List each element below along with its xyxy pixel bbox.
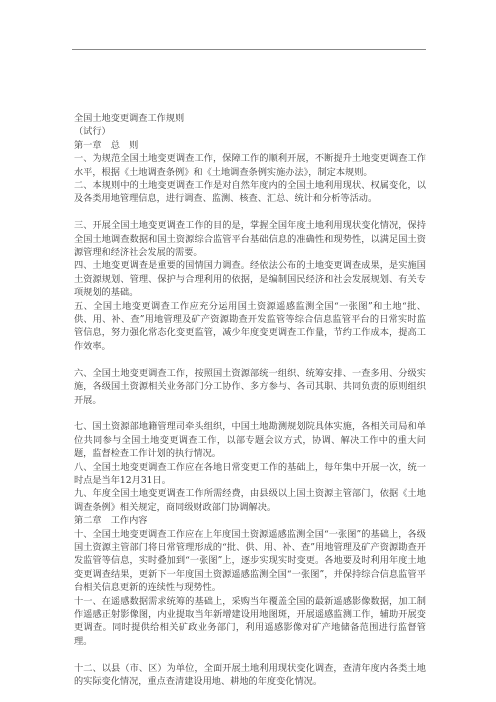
paragraph: 一、为规范全国土地变更调查工作，保障工作的顺利开展，不断提升土地变更调查工作水平，根据《土地调查条例》和《土地调查条例实施办法》，制定本规则。 <box>74 153 426 178</box>
paragraph: 四、土地变更调查是重要的国情国力调查。经依法公布的土地变更调查成果，是实施国土资源规划、管理、保护与合理利用的依据，是编制国民经济和社会发展规划、有关专项规划的基础。 <box>74 260 426 299</box>
paragraph: 七、国土资源部地籍管理司牵头组织，中国土地勘测规划院具体实施，各相关司局和单位共同参与全国土地变更调查工作，以部专题会议方式，协调、解决工作中的重大问题，监督检查工作计划的执行情况。 <box>74 421 426 460</box>
paragraph: 八、全国土地变更调查工作应在各地日常变更工作的基础上，每年集中开展一次，统一时点是当年12月31日。 <box>74 461 426 486</box>
paragraph: 二、本规则中的土地变更调查工作是对自然年度内的全国土地利用现状、权属变化，以及各类用地管理信息，进行调查、监测、核查、汇总、统计和分析等活动。 <box>74 180 426 205</box>
document-subtitle: （试行） <box>74 126 111 138</box>
paragraph: 三、开展全国土地变更调查工作的目的是，掌握全国年度土地利用现状变化情况，保持全国土地调查数据和国土资源综合监管平台基础信息的准确性和现势性，以满足国土资源管理和经济社会发展的需要。 <box>74 220 426 259</box>
paragraph: 十二、以县（市、区）为单位，全面开展土地利用现状变化调查，查清年度内各类土地的实际变化情况，重点查清建设用地、耕地的年度变化情况。 <box>74 662 426 687</box>
paragraph: 十一、在遥感数据需求统筹的基础上，采购当年覆盖全国的最新遥感影像数据，加工制作遥感正射影像图，内业提取当年新增建设用地图斑，开展遥感监测工作，辅助开展变更调查。同时提供给相关矿政业务部门，利用遥感影像对矿产地储备范围进行监督管理。 <box>74 595 426 647</box>
paragraph: 六、全国土地变更调查工作，按照国土资源部统一组织、统筹安排、一查多用、分级实施，各级国土资源相关业务部门分工协作、多方参与、各司其职、共同负责的原则组织开展。 <box>74 367 426 406</box>
document-body <box>74 112 426 688</box>
paragraph: 第二章 工作内容 <box>74 515 148 527</box>
header-rule <box>72 49 426 50</box>
paragraph: 十、全国土地变更调查工作应在上年度国土资源遥感监测全国“一张图”的基础上，各级国土资源主管部门将日常管理形成的“批、供、用、补、查”用地管理及矿产资源勘查开发监管等信息，实时叠加到“一张图”上，逐步实现实时变更。各地要及时利用年度土地变更调查结果，更新下一年度国土资源遥感监测全国“一张图”，并保持综合信息监管平台相关信息更新的连续性与现势性。 <box>74 528 426 594</box>
paragraph: 九、年度全国土地变更调查工作所需经费，由县级以上国土资源主管部门，依据《土地调查条例》相关规定，商同级财政部门协调解决。 <box>74 488 426 513</box>
paragraph: 五、全国土地变更调查工作应充分运用国土资源遥感监测全国“一张图”和土地“批、供、用、补、查”用地管理及矿产资源勘查开发监管等综合信息监管平台的日常实时监管信息，努力强化常态化变更监管，减少年度变更调查工作量，节约工作成本，提高工作效率。 <box>74 300 426 352</box>
paragraph: 第一章 总 则 <box>74 139 139 151</box>
document-title: 全国土地变更调查工作规则 <box>74 113 185 124</box>
paragraph-list <box>74 139 426 689</box>
